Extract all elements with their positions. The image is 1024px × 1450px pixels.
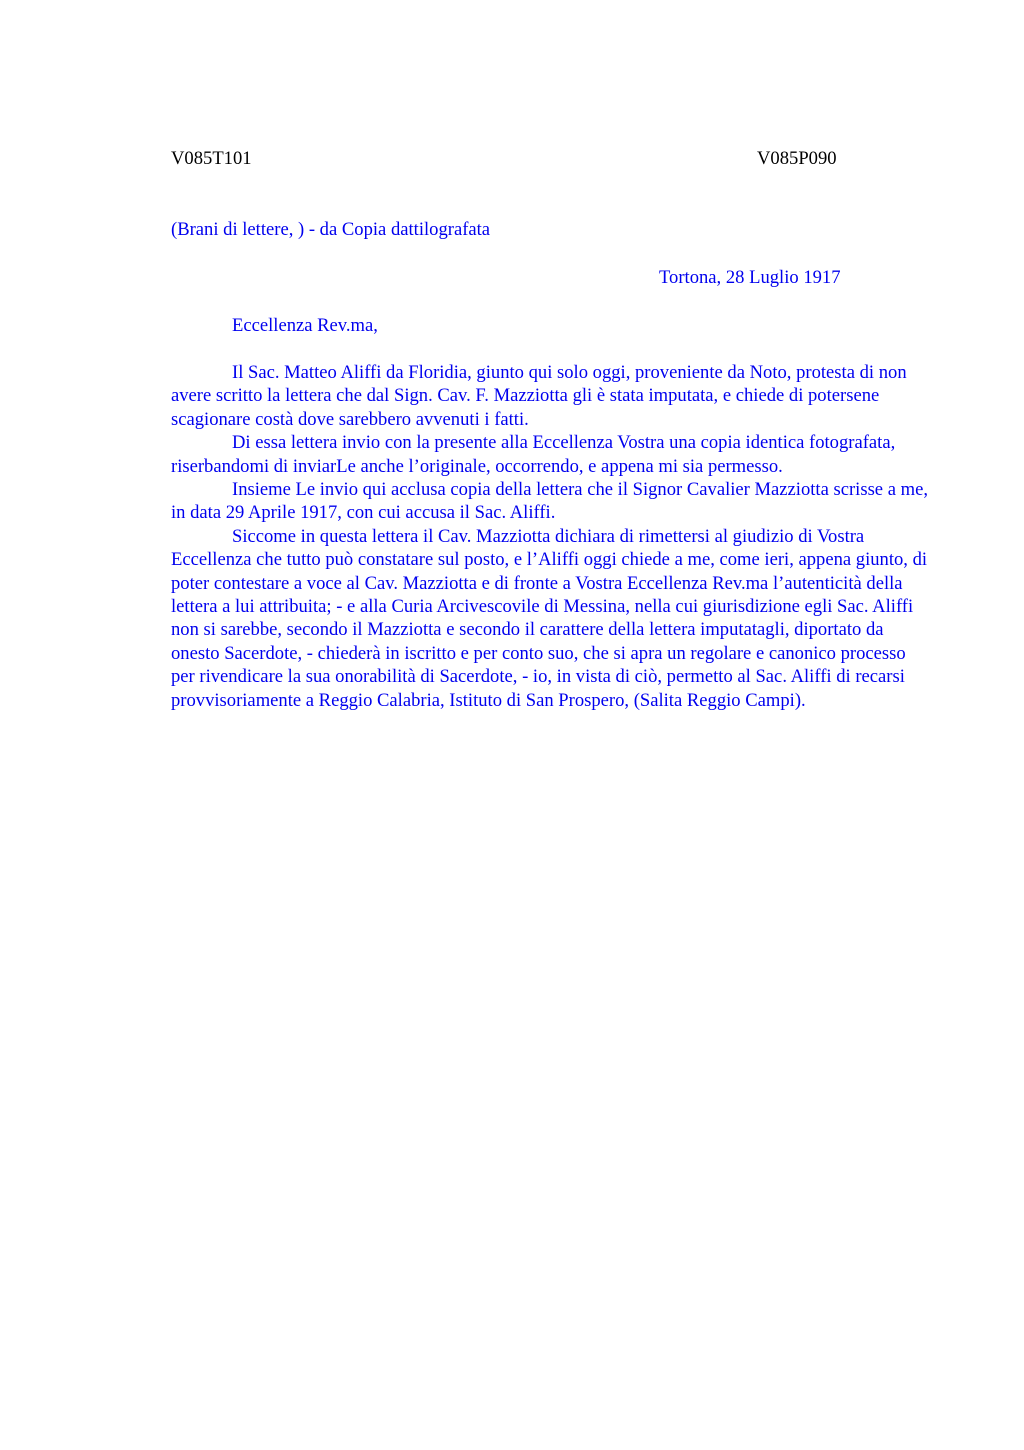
letter-date: Tortona, 28 Luglio 1917 [659,267,841,288]
letter-body [171,361,931,712]
letter-paragraph: Siccome in questa lettera il Cav. Mazziotta dichiara di rimettersi al giudizio di Vostra Eccellenza che tutto può constatare sul posto, e l’Aliffi oggi chiede a me, come ieri, appena giunto, di poter contestare a voce al Cav. Mazziotta e di fronte a Vostra Eccellenza Rev.ma l’autenticità della lettera a lui attribuita; - e alla Curia Arcivescovile di Messina, nella cui giurisdizione egli Sac. Aliffi non si sarebbe, secondo il Mazziotta e secondo il carattere della lettera imputatagli, diportato da onesto Sacerdote, - chiederà in iscritto e per conto suo, che si apra un regolare e canonico processo per rivendicare la sua onorabilità di Sacerdote, - io, in vista di ciò, permetto al Sac. Aliffi di recarsi provvisoriamente a Reggio Calabria, Istituto di San Prospero, (Salita Reggio Campi). [171,525,928,711]
document-code-right: V085P090 [757,148,837,169]
letter-salutation: Eccellenza Rev.ma, [232,315,378,336]
document-subtitle: (Brani di lettere, ) - da Copia dattilografata [171,219,491,240]
letter-paragraph: Di essa lettera invio con la presente alla Eccellenza Vostra una copia identica fotografata, riserbandomi di inviarLe anche l’originale, occorrendo, e appena mi sia permesso. [171,432,896,477]
document-code-left: V085T101 [171,148,252,169]
letter-paragraph: Insieme Le invio qui acclusa copia della lettera che il Signor Cavalier Mazziotta scrisse a me, in data 29 Aprile 1917, con cui accusa il Sac. Aliffi. [171,479,928,524]
letter-paragraph: Il Sac. Matteo Aliffi da Floridia, giunto qui solo oggi, proveniente da Noto, protesta di non avere scritto la lettera che dal Sign. Cav. F. Mazziotta gli è stata imputata, e chiede di potersene scagionare costà dove sarebbero avvenuti i fatti. [171,362,907,430]
